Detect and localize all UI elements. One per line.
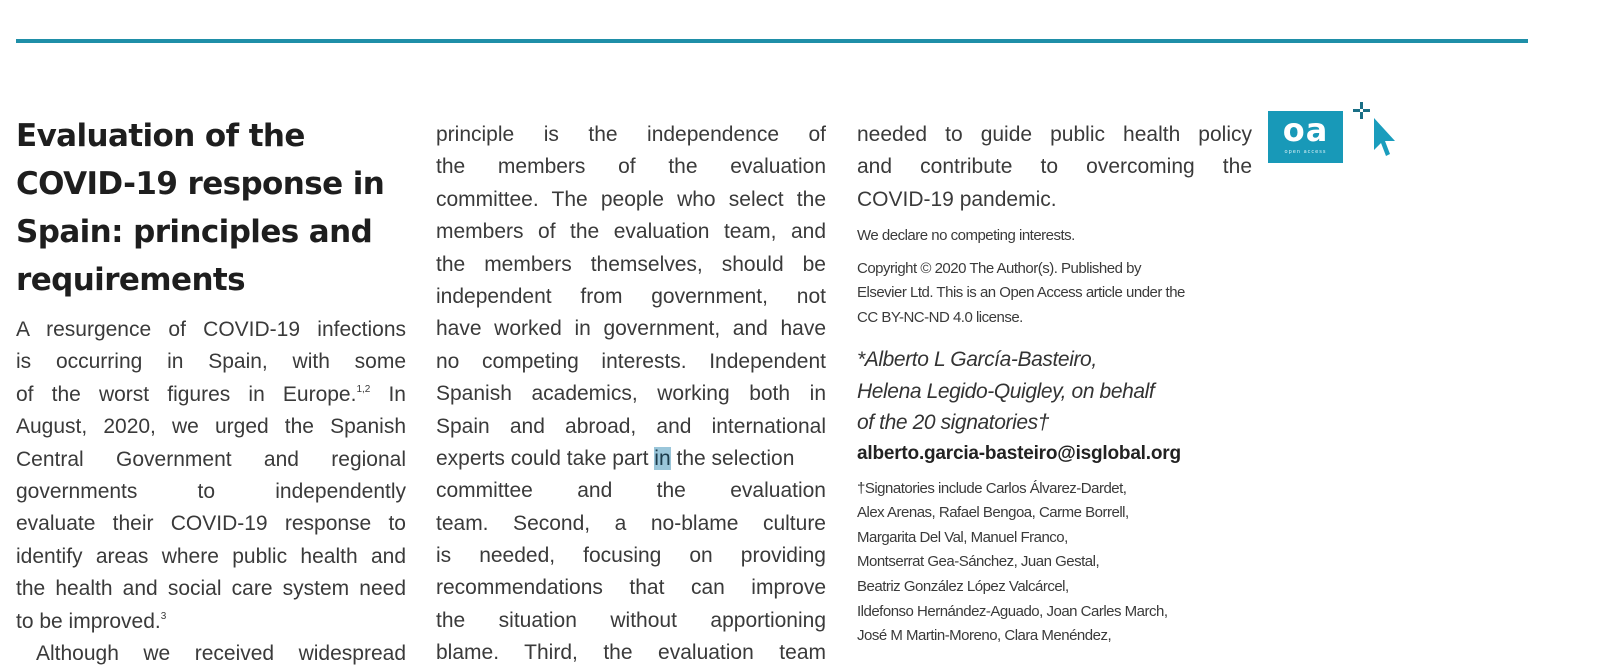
text-line: blame. Third, the evaluation team: [436, 641, 826, 665]
text-line: A resurgence of COVID-19 infections: [16, 318, 406, 341]
text-line: have worked in government, and have: [436, 317, 826, 341]
signatories-list: [857, 477, 1252, 649]
intro-paragraph: [16, 314, 406, 670]
text-line: Central Government and regional: [16, 447, 406, 471]
text-line: August, 2020, we urged the Spanish: [16, 415, 406, 439]
text-line: and contribute to overcoming the: [857, 155, 1252, 179]
open-access-badge-icon[interactable]: [1268, 111, 1343, 163]
signatories-line: Margarita Del Val, Manuel Franco,: [857, 528, 1068, 546]
text-line: principle is the independence of: [436, 123, 826, 146]
middle-column: [436, 112, 826, 670]
reference-superscript[interactable]: 1,2: [356, 383, 371, 395]
text-line: members of the evaluation team, and: [436, 220, 826, 244]
title-line: requirements: [16, 262, 245, 298]
text-fragment: to be improved.: [16, 609, 161, 633]
copyright-line: Copyright © 2020 The Author(s). Published by: [857, 259, 1141, 277]
text-line: is needed, focusing on providing: [436, 544, 826, 568]
corresponding-email-link[interactable]: alberto.garcia-basteiro@isglobal.org: [857, 442, 1181, 464]
text-line: no competing interests. Independent: [436, 349, 826, 373]
closing-paragraph: [857, 119, 1252, 216]
title-line: Evaluation of the: [16, 118, 305, 154]
text-fragment: the selection: [676, 446, 795, 470]
text-line: committee and the evaluation: [436, 479, 826, 503]
signatories-line: †Signatories include Carlos Álvarez-Dardet,: [857, 479, 1127, 497]
signatories-line: Beatriz González López Valcárcel,: [857, 578, 1069, 596]
signatories-line: Montserrat Gea-Sánchez, Juan Gestal,: [857, 553, 1100, 571]
badge-label: oa: [1282, 111, 1329, 149]
text-line: the health and social care system need: [16, 577, 406, 601]
article-title: [16, 112, 406, 304]
text-fragment: of the worst figures in Europe.: [16, 382, 357, 406]
reference-superscript[interactable]: 3: [160, 610, 167, 622]
author-block: [857, 344, 1252, 439]
text-line: the members of the evaluation: [436, 155, 826, 179]
text-selection-highlight[interactable]: in: [654, 446, 671, 470]
copyright-line: Elsevier Ltd. This is an Open Access article under the: [857, 284, 1185, 302]
middle-paragraph: [436, 119, 826, 670]
mouse-cursor-icon: [1352, 100, 1400, 162]
signatories-line: Ildefonso Hernández-Aguado, Joan Carles March,: [857, 602, 1168, 620]
author-line: *Alberto L García-Basteiro,: [857, 348, 1097, 372]
text-line: is occurring in Spain, with some: [16, 350, 406, 374]
text-line: [436, 443, 826, 475]
copyright-notice: [857, 257, 1252, 331]
author-line: Helena Legido-Quigley, on behalf: [857, 379, 1155, 403]
text-fragment: In: [370, 382, 406, 406]
text-line: governments to independently: [16, 479, 406, 503]
right-column: [857, 112, 1252, 649]
left-column: [16, 112, 406, 670]
text-line: Spanish academics, working both in: [436, 382, 826, 406]
text-line: the members themselves, should be: [436, 252, 826, 276]
text-line: Spain and abroad, and international: [436, 414, 826, 438]
text-line: committee. The people who select the: [436, 187, 826, 211]
text-line: team. Second, a no-blame culture: [436, 511, 826, 535]
competing-interests-statement: We declare no competing interests.: [857, 227, 1075, 245]
title-line: Spain: principles and: [16, 214, 373, 250]
header-rule: [16, 39, 1528, 43]
badge-sublabel: open access: [1284, 149, 1327, 155]
text-line: identify areas where public health and: [16, 544, 406, 568]
signatories-line: José M Martin-Moreno, Clara Menéndez,: [857, 627, 1112, 645]
author-line: of the 20 signatories†: [857, 411, 1050, 435]
text-line: recommendations that can improve: [436, 576, 826, 600]
text-line: COVID-19 pandemic.: [857, 187, 1057, 211]
text-line: Although we received widespread: [36, 641, 406, 665]
text-line: needed to guide public health policy: [857, 123, 1252, 146]
text-line: the situation without apportioning: [436, 608, 826, 632]
text-line: [16, 606, 406, 638]
text-line: [16, 379, 406, 411]
title-line: COVID-19 response in: [16, 166, 385, 202]
signatories-line: Alex Arenas, Rafael Bengoa, Carme Borrell,: [857, 504, 1129, 522]
copyright-line: CC BY-NC-ND 4.0 license.: [857, 308, 1023, 326]
text-line: independent from government, not: [436, 284, 826, 308]
text-line: evaluate their COVID-19 response to: [16, 512, 406, 536]
text-fragment: experts could take part: [436, 446, 655, 470]
